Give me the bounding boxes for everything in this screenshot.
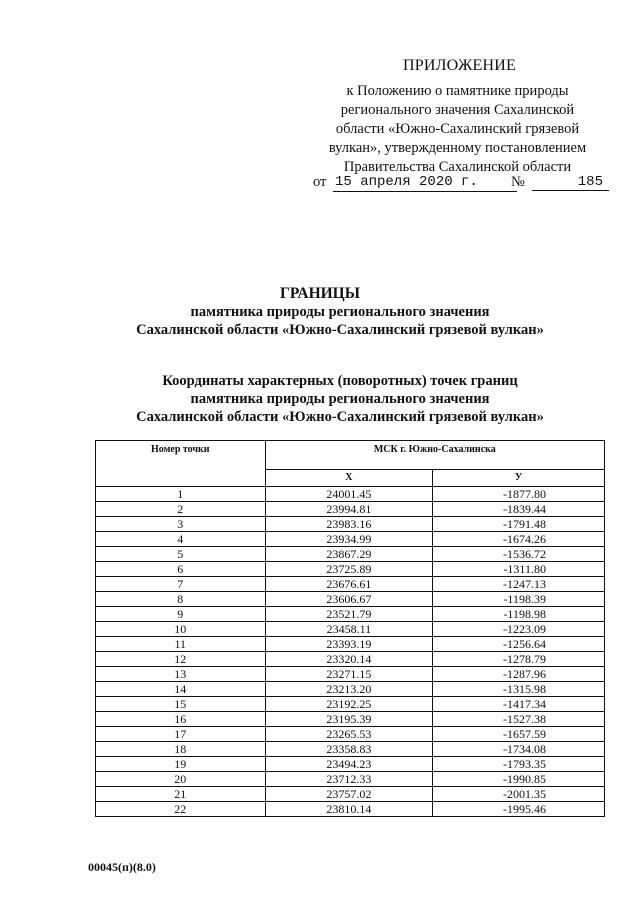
y-coordinate-cell: -1527.38 xyxy=(433,712,605,727)
table-row xyxy=(96,742,605,757)
header-y: У xyxy=(433,470,605,487)
point-number-cell: 14 xyxy=(96,682,266,697)
x-coordinate-cell: 23494.23 xyxy=(265,757,433,772)
header-coordinate-system: МСК г. Южно-Сахалинска xyxy=(265,441,604,470)
y-coordinate-cell: -1657.59 xyxy=(433,727,605,742)
point-number-cell: 11 xyxy=(96,637,266,652)
date-prefix: от xyxy=(313,174,327,190)
header-point-number: Номер точки xyxy=(96,441,266,487)
table-row xyxy=(96,787,605,802)
table-row xyxy=(96,667,605,682)
table-row xyxy=(96,802,605,817)
x-coordinate-cell: 23994.81 xyxy=(265,502,433,517)
coordinates-title-line: Сахалинской области «Южно-Сахалинский грязевой вулкан» xyxy=(136,409,544,425)
table-row xyxy=(96,517,605,532)
document-heading: ГРАНИЦЫ xyxy=(280,285,360,302)
point-number-cell: 15 xyxy=(96,697,266,712)
y-coordinate-cell: -1877.80 xyxy=(433,487,605,502)
point-number-cell: 16 xyxy=(96,712,266,727)
point-number-cell: 10 xyxy=(96,622,266,637)
coordinates-title-line: Координаты характерных (поворотных) точек границ xyxy=(162,373,518,389)
table-row xyxy=(96,502,605,517)
table-row xyxy=(96,592,605,607)
decree-date: 15 апреля 2020 г. xyxy=(333,174,517,192)
point-number-cell: 8 xyxy=(96,592,266,607)
x-coordinate-cell: 23606.67 xyxy=(265,592,433,607)
x-coordinate-cell: 23676.61 xyxy=(265,577,433,592)
y-coordinate-cell: -1198.98 xyxy=(433,607,605,622)
x-coordinate-cell: 23271.15 xyxy=(265,667,433,682)
y-coordinate-cell: -1256.64 xyxy=(433,637,605,652)
y-coordinate-cell: -1315.98 xyxy=(433,682,605,697)
y-coordinate-cell: -1198.39 xyxy=(433,592,605,607)
appendix-line: области «Южно-Сахалинский грязевой xyxy=(335,121,580,137)
x-coordinate-cell: 23521.79 xyxy=(265,607,433,622)
table-row xyxy=(96,652,605,667)
table-row xyxy=(96,547,605,562)
x-coordinate-cell: 23983.16 xyxy=(265,517,433,532)
y-coordinate-cell: -1287.96 xyxy=(433,667,605,682)
x-coordinate-cell: 23393.19 xyxy=(265,637,433,652)
x-coordinate-cell: 23810.14 xyxy=(265,802,433,817)
table-row xyxy=(96,757,605,772)
point-number-cell: 18 xyxy=(96,742,266,757)
y-coordinate-cell: -1223.09 xyxy=(433,622,605,637)
coordinates-title xyxy=(20,372,640,426)
point-number-cell: 12 xyxy=(96,652,266,667)
point-number-cell: 2 xyxy=(96,502,266,517)
document-subheading xyxy=(20,303,640,339)
y-coordinate-cell: -1839.44 xyxy=(433,502,605,517)
table-row xyxy=(96,607,605,622)
point-number-cell: 4 xyxy=(96,532,266,547)
appendix-line: Правительства Сахалинской области xyxy=(343,159,572,175)
y-coordinate-cell: -1417.34 xyxy=(433,697,605,712)
table-row xyxy=(96,727,605,742)
point-number-cell: 9 xyxy=(96,607,266,622)
y-coordinate-cell: -1793.35 xyxy=(433,757,605,772)
x-coordinate-cell: 23195.39 xyxy=(265,712,433,727)
point-number-cell: 17 xyxy=(96,727,266,742)
point-number-cell: 3 xyxy=(96,517,266,532)
point-number-cell: 1 xyxy=(96,487,266,502)
x-coordinate-cell: 23358.83 xyxy=(265,742,433,757)
y-coordinate-cell: -1990.85 xyxy=(433,772,605,787)
x-coordinate-cell: 23213.20 xyxy=(265,682,433,697)
subheading-line: Сахалинской области «Южно-Сахалинский грязевой вулкан» xyxy=(136,322,544,338)
x-coordinate-cell: 23725.89 xyxy=(265,562,433,577)
table-row xyxy=(96,682,605,697)
table-row xyxy=(96,637,605,652)
form-code: 00045(п)(8.0) xyxy=(88,860,156,874)
table-row xyxy=(96,712,605,727)
table-row xyxy=(96,487,605,502)
x-coordinate-cell: 23265.53 xyxy=(265,727,433,742)
appendix-title: ПРИЛОЖЕНИЕ xyxy=(403,57,517,74)
y-coordinate-cell: -1995.46 xyxy=(433,802,605,817)
x-coordinate-cell: 24001.45 xyxy=(265,487,433,502)
coordinates-table xyxy=(95,440,605,817)
appendix-line: регионального значения Сахалинской xyxy=(340,102,575,118)
table-row xyxy=(96,697,605,712)
point-number-cell: 6 xyxy=(96,562,266,577)
table-row xyxy=(96,772,605,787)
x-coordinate-cell: 23757.02 xyxy=(265,787,433,802)
number-prefix: № xyxy=(511,174,525,190)
table-row xyxy=(96,622,605,637)
subheading-line: памятника природы регионального значения xyxy=(190,304,490,320)
appendix-line: вулкан», утвержденному постановлением xyxy=(328,140,587,156)
point-number-cell: 19 xyxy=(96,757,266,772)
header-x: Х xyxy=(265,470,433,487)
point-number-cell: 22 xyxy=(96,802,266,817)
point-number-cell: 21 xyxy=(96,787,266,802)
appendix-line: к Положению о памятнике природы xyxy=(346,83,569,99)
x-coordinate-cell: 23712.33 xyxy=(265,772,433,787)
coordinates-table-body xyxy=(96,487,605,817)
table-row xyxy=(96,577,605,592)
y-coordinate-cell: -1536.72 xyxy=(433,547,605,562)
y-coordinate-cell: -2001.35 xyxy=(433,787,605,802)
x-coordinate-cell: 23934.99 xyxy=(265,532,433,547)
point-number-cell: 20 xyxy=(96,772,266,787)
y-coordinate-cell: -1247.13 xyxy=(433,577,605,592)
appendix-description xyxy=(300,82,615,177)
y-coordinate-cell: -1734.08 xyxy=(433,742,605,757)
point-number-cell: 7 xyxy=(96,577,266,592)
x-coordinate-cell: 23458.11 xyxy=(265,622,433,637)
table-row xyxy=(96,532,605,547)
y-coordinate-cell: -1311.80 xyxy=(433,562,605,577)
x-coordinate-cell: 23192.25 xyxy=(265,697,433,712)
point-number-cell: 5 xyxy=(96,547,266,562)
x-coordinate-cell: 23320.14 xyxy=(265,652,433,667)
table-row xyxy=(96,562,605,577)
y-coordinate-cell: -1278.79 xyxy=(433,652,605,667)
coordinates-title-line: памятника природы регионального значения xyxy=(190,391,490,407)
y-coordinate-cell: -1674.26 xyxy=(433,532,605,547)
point-number-cell: 13 xyxy=(96,667,266,682)
y-coordinate-cell: -1791.48 xyxy=(433,517,605,532)
decree-number: 185 xyxy=(532,174,609,191)
decree-date-line xyxy=(313,174,613,196)
x-coordinate-cell: 23867.29 xyxy=(265,547,433,562)
